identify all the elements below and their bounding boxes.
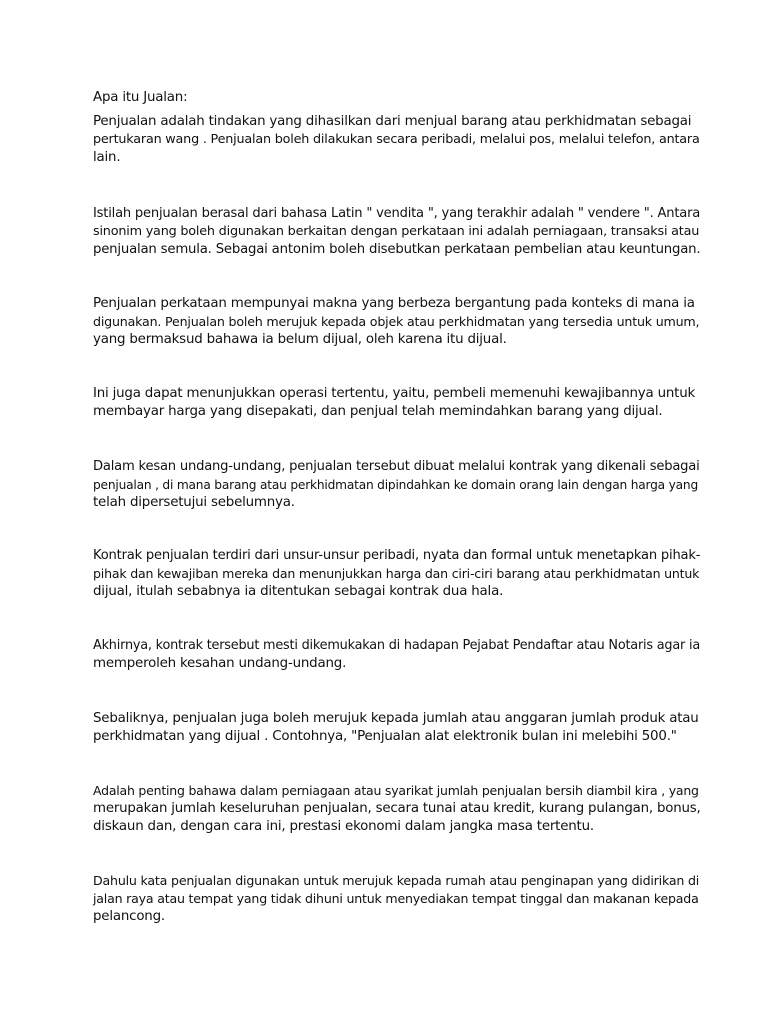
paragraph-9-line-1: Adalah penting bahawa dalam perniagaan atau syarikat jumlah penjualan bersih diambil kira , yang [93,783,699,798]
paragraph-6-line-1: Kontrak penjualan terdiri dari unsur-unsur peribadi, nyata dan formal untuk menetapkan pihak- [93,548,701,563]
paragraph-6-line-3: dijual, itulah sebabnya ia ditentukan sebagai kontrak dua hala. [93,584,504,599]
paragraph-5-line-3: telah dipersetujui sebelumnya. [93,495,295,510]
paragraph-1-line-2: pertukaran wang . Penjualan boleh dilakukan secara peribadi, melalui pos, melalui telefon, antara [93,132,700,147]
document-title: Apa itu Jualan: [93,90,188,105]
paragraph-7-line-2: memperoleh kesahan undang-undang. [93,656,347,671]
paragraph-3-line-2: digunakan. Penjualan boleh merujuk kepada objek atau perkhidmatan yang tersedia untuk umum, [93,314,700,329]
paragraph-4-line-1: Ini juga dapat menunjukkan operasi tertentu, yaitu, pembeli memenuhi kewajibannya untuk [93,386,696,401]
paragraph-8-line-1: Sebaliknya, penjualan juga boleh merujuk kepada jumlah atau anggaran jumlah produk atau [93,711,699,726]
paragraph-10-line-2: jalan raya atau tempat yang tidak dihuni untuk menyediakan tempat tinggal dan makanan kepada [93,891,699,906]
paragraph-3-line-1: Penjualan perkataan mempunyai makna yang berbeza bergantung pada konteks di mana ia [93,296,695,311]
paragraph-9-line-3: diskaun dan, dengan cara ini, prestasi ekonomi dalam jangka masa tertentu. [93,819,594,834]
paragraph-2-line-3: penjualan semula. Sebagai antonim boleh disebutkan perkataan pembelian atau keuntungan. [93,242,701,257]
paragraph-7-line-1: Akhirnya, kontrak tersebut mesti dikemukakan di hadapan Pejabat Pendaftar atau Notaris agar ia [93,638,701,653]
paragraph-5-line-2: penjualan , di mana barang atau perkhidmatan dipindahkan ke domain orang lain dengan harga yang [93,478,699,492]
paragraph-10-line-1: Dahulu kata penjualan digunakan untuk merujuk kepada rumah atau penginapan yang didirikan di [93,873,700,888]
paragraph-4-line-2: membayar harga yang disepakati, dan penjual telah memindahkan barang yang dijual. [93,404,663,419]
paragraph-8-line-2: perkhidmatan yang dijual . Contohnya, "Penjualan alat elektronik bulan ini melebihi 500." [93,729,677,744]
paragraph-2-line-1: Istilah penjualan berasal dari bahasa Latin " vendita ", yang terakhir adalah " vendere ". Antara [93,206,701,221]
paragraph-1-line-3: lain. [93,150,121,165]
paragraph-9-line-2: merupakan jumlah keseluruhan penjualan, secara tunai atau kredit, kurang pulangan, bonus, [93,801,701,816]
paragraph-1-line-1: Penjualan adalah tindakan yang dihasilkan dari menjual barang atau perkhidmatan sebagai [93,114,692,129]
paragraph-6-line-2: pihak dan kewajiban mereka dan menunjukkan harga dan ciri-ciri barang atau perkhidmatan untuk [93,566,700,581]
paragraph-3-line-3: yang bermaksud bahawa ia belum dijual, oleh karena itu dijual. [93,332,507,347]
paragraph-10-line-3: pelancong. [93,909,165,924]
paragraph-2-line-2: sinonim yang boleh digunakan berkaitan dengan perkataan ini adalah perniagaan, transaksi atau [93,224,700,239]
paragraph-5-line-1: Dalam kesan undang-undang, penjualan tersebut dibuat melalui kontrak yang dikenali sebagai [93,459,700,474]
